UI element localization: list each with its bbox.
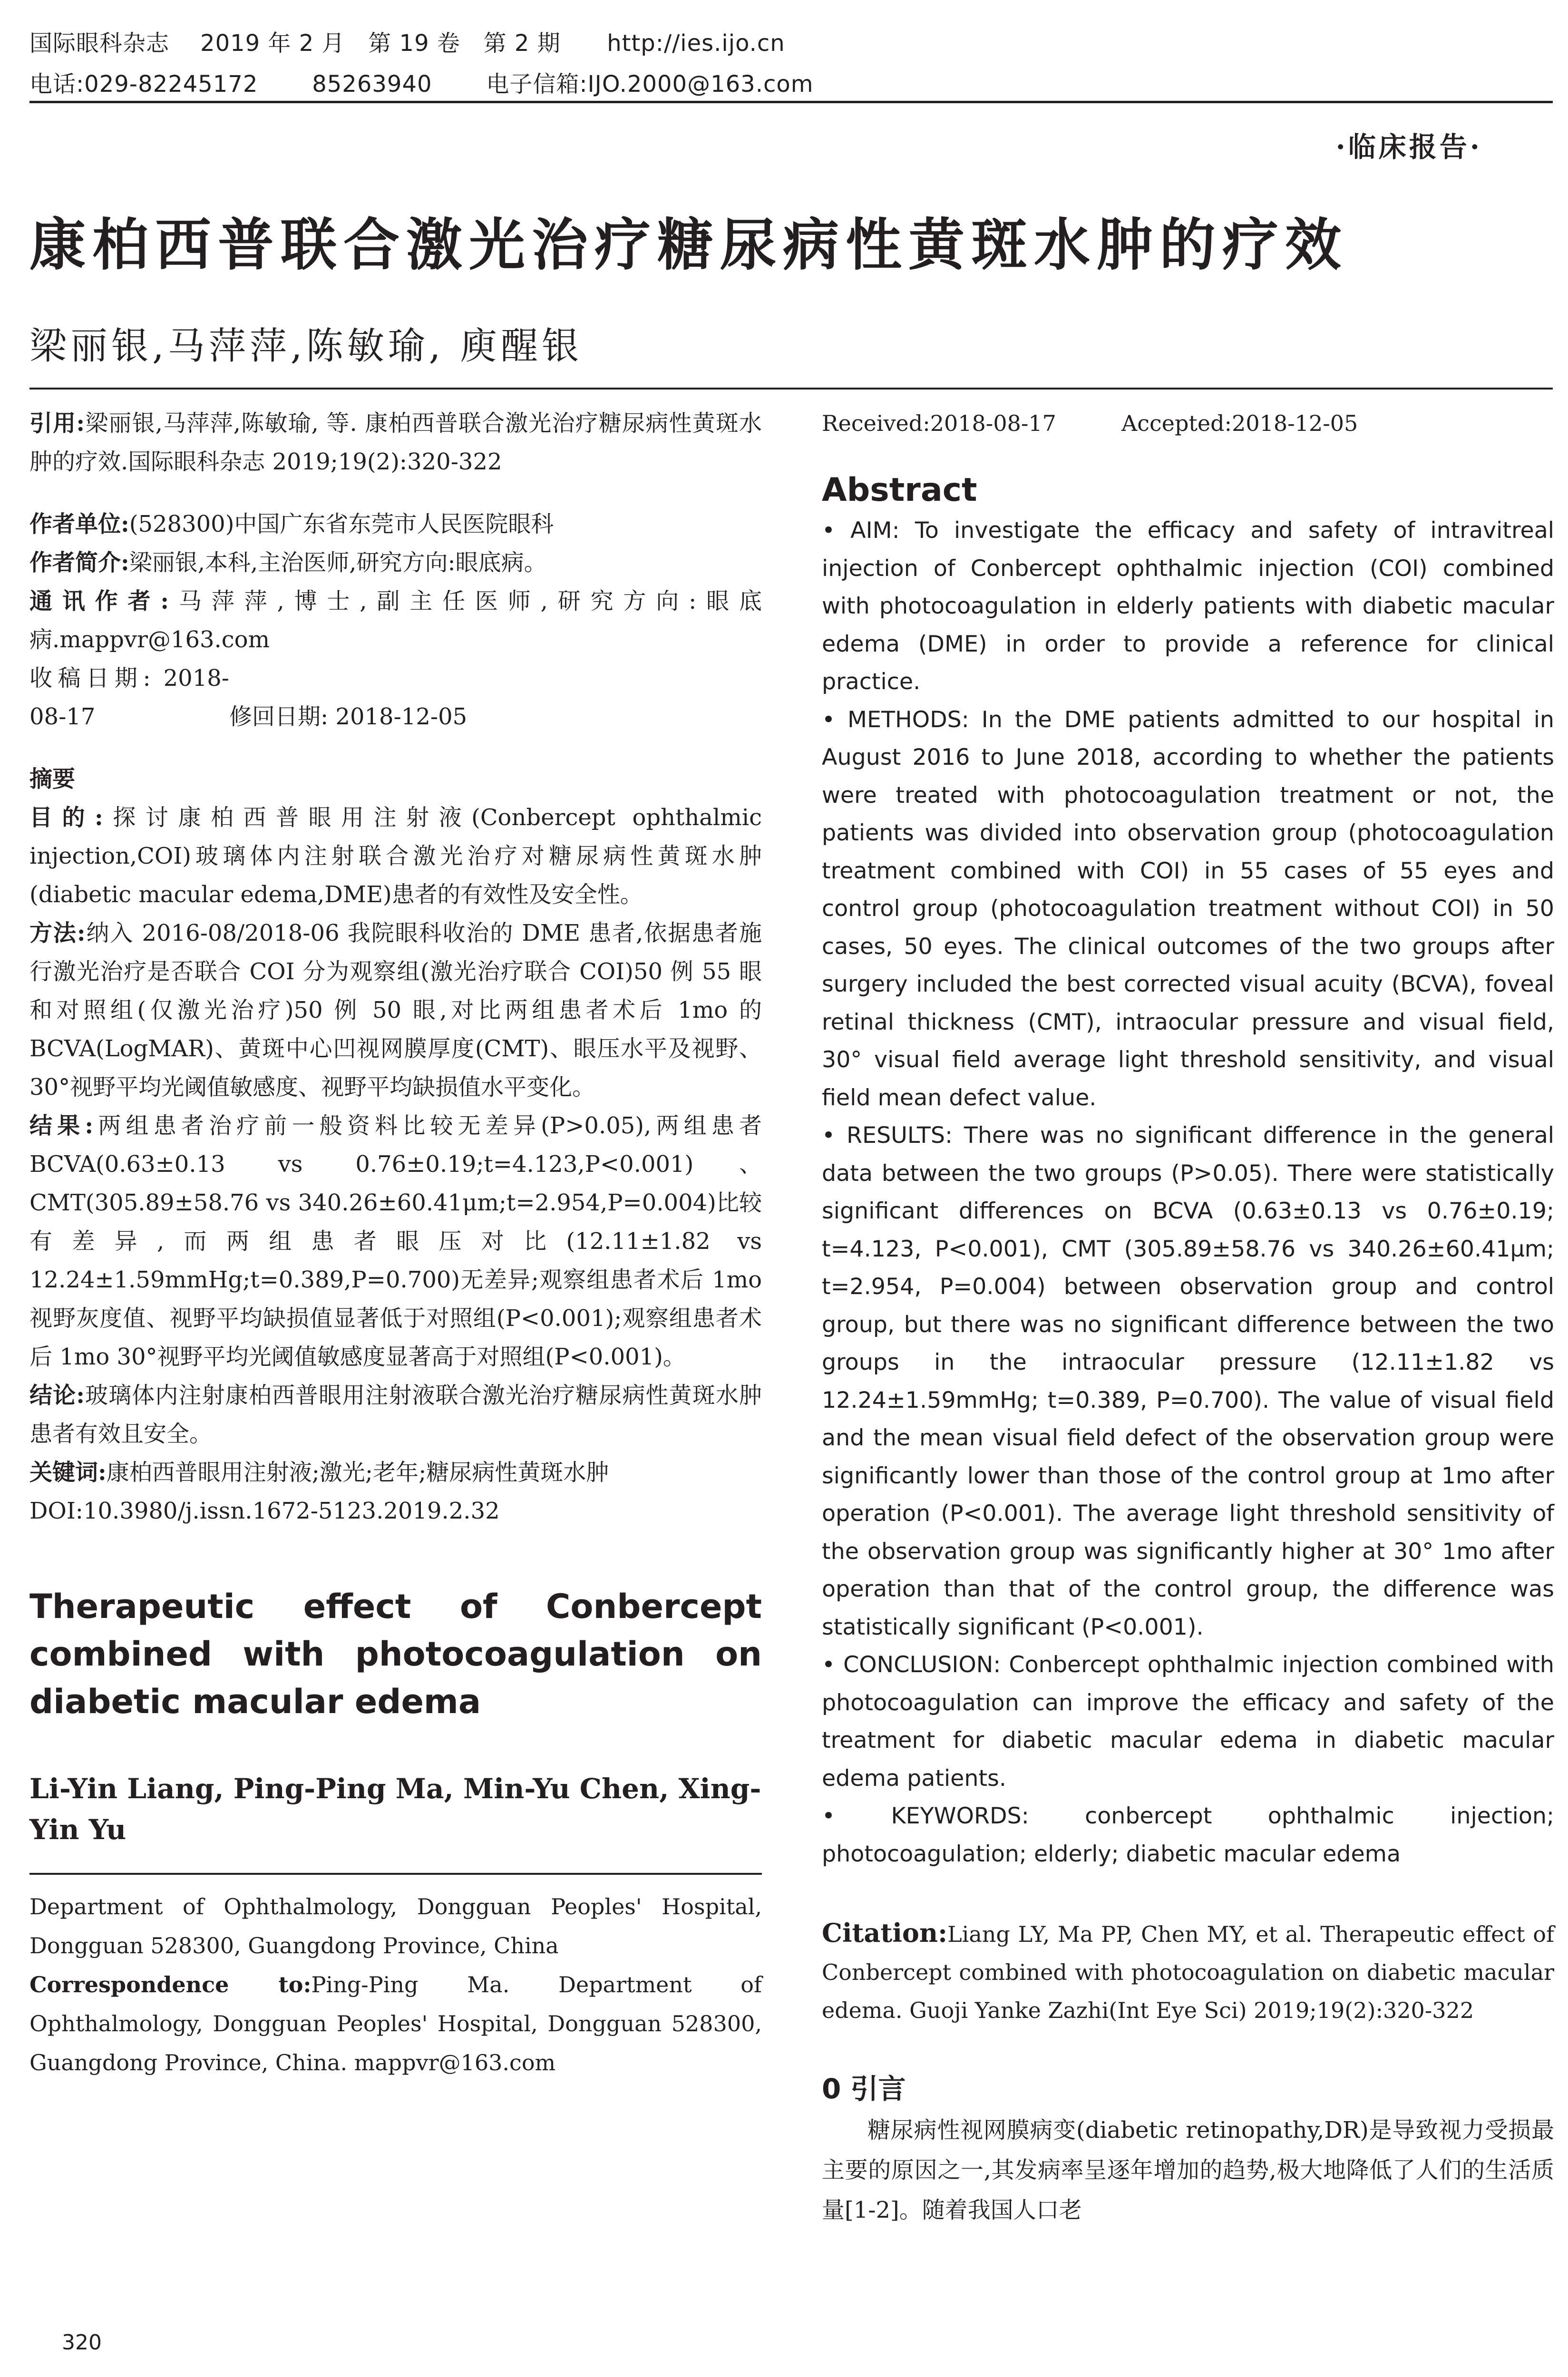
- aim-cn-label: 目的:: [29, 804, 103, 831]
- author-info: [29, 505, 762, 736]
- abstract-cn: [29, 760, 762, 1530]
- affiliation-rule: [29, 1873, 762, 1875]
- methods-cn: [29, 914, 762, 1107]
- affiliation-en: Department of Ophthalmology, Dongguan Peoples' Hospital, Dongguan 528300, Guangdong Province, China: [29, 1894, 762, 1958]
- left-column: [29, 404, 762, 2082]
- conclusion-cn-label: 结论:: [29, 1382, 85, 1409]
- authors-en: Li-Yin Liang, Ping-Ping Ma, Min-Yu Chen, Xing-Yin Yu: [29, 1773, 761, 1846]
- abstract-cn-heading: 摘要: [29, 766, 76, 792]
- bio-label: 作者简介:: [29, 549, 129, 576]
- aim-cn: [29, 799, 762, 914]
- bio-text: 梁丽银,本科,主治医师,研究方向:眼底病。: [129, 549, 547, 576]
- results-en: • RESULTS: There was no significant difference in the general data between the two groups (P>0.05). There were statistically significant differences on BCVA (0.63±0.13 vs 0.76±0.19; t=4.123, P<0.001), CMT (305.89±58.76 vs 340.26±60.41μm; t=2.954, P=0.004) between observation group and control group, but there was no significant difference between the two groups in the intraocular pressure (12.11±1.82 vs 12.24±1.59mmHg; t=0.389, P=0.700). The value of visual field and the mean visual field defect of the observation group were significantly lower than those of the control group at 1mo after operation (P<0.001). The average light threshold sensitivity of the observation group was significantly higher at 30° 1mo after operation than that of the control group, the difference was statistically significant (P<0.001).: [822, 1122, 1554, 1640]
- corr-text: 马萍萍,博士,副主任医师,研究方向:眼底病.mappvr@163.com: [29, 588, 762, 653]
- received-date-cn: 收稿日期: 2018-08-17: [29, 665, 229, 730]
- author-bio: [29, 544, 762, 582]
- article-title-en: Therapeutic effect of Conbercept combined with photocoagulation on diabetic macular edema: [29, 1587, 762, 1721]
- dates-en: [822, 404, 1554, 442]
- header-rule: [29, 101, 1553, 103]
- aim-en: • AIM: To investigate the efficacy and safety of intravitreal injection of Conbercept ophthalmic injection (COI) combined with photocoagulation in elderly patients with diabetic macular edema (DME) in order to provide a reference for clinical practice.: [822, 517, 1554, 695]
- affiliation-label: 作者单位:: [29, 511, 129, 537]
- abstract-en-heading: Abstract: [822, 471, 977, 509]
- aim-cn-text: 探讨康柏西普眼用注射液(Conbercept ophthalmic injection,COI)玻璃体内注射联合激光治疗对糖尿病性黄斑水肿(diabetic macular edema,DME)患者的有效性及安全性。: [29, 804, 762, 908]
- keywords-en: • KEYWORDS: conbercept ophthalmic injection; photocoagulation; elderly; diabetic macular edema: [822, 1803, 1554, 1867]
- keywords-cn-label: 关键词:: [29, 1459, 107, 1486]
- section-label: ·临床报告·: [1335, 131, 1482, 163]
- article-title-cn: 康柏西普联合激光治疗糖尿病性黄斑水肿的疗效: [29, 212, 1348, 278]
- conclusion-en: • CONCLUSION: Conbercept ophthalmic injection combined with photocoagulation can improve the efficacy and safety of the treatment for diabetic macular edema in diabetic macular edema patients.: [822, 1652, 1554, 1792]
- corr-label: 通讯作者:: [29, 588, 169, 614]
- methods-en: • METHODS: In the DME patients admitted to our hospital in August 2016 to June 2018, according to whether the patients were treated with photocoagulation treatment or not, the patients was divided into observation group (photocoagulation treatment combined with COI) in 55 cases of 55 eyes and control group (photocoagulation treatment without COI) in 50 cases, 50 eyes. The clinical outcomes of the two groups after surgery included the best corrected visual acuity (BCVA), foveal retinal thickness (CMT), intraocular pressure and visual field, 30° visual field average light threshold sensitivity, and visual field mean defect value.: [822, 706, 1554, 1111]
- conclusion-cn: [29, 1376, 762, 1453]
- intro-heading: 0 引言: [822, 2073, 906, 2105]
- conclusion-cn-text: 玻璃体内注射康柏西普眼用注射液联合激光治疗糖尿病性黄斑水肿患者有效且安全。: [29, 1382, 762, 1447]
- correspondence-en-label: Correspondence to:: [29, 1972, 312, 1997]
- citation-en-label: Citation:: [822, 1918, 948, 1948]
- dates-cn: [29, 659, 762, 736]
- results-cn: [29, 1107, 762, 1376]
- revised-date-cn: 修回日期: 2018-12-05: [229, 703, 467, 730]
- corresponding-author: [29, 582, 762, 659]
- author-affiliation: [29, 505, 762, 544]
- citation-cn-label: 引用:: [29, 410, 85, 437]
- citation-en-text: Liang LY, Ma PP, Chen MY, et al. Therapeutic effect of Conbercept combined with photocoagulation on diabetic macular edema. Guoji Yanke Zazhi(Int Eye Sci) 2019;19(2):320-322: [822, 1921, 1554, 2023]
- results-cn-label: 结果:: [29, 1112, 94, 1139]
- intro-paragraph: 糖尿病性视网膜病变(diabetic retinopathy,DR)是导致视力受损最主要的原因之一,其发病率呈逐年增加的趋势,极大地降低了人们的生活质量[1-2]。随着我国人口老: [822, 2117, 1554, 2223]
- journal-header-line-1: 国际眼科杂志 2019 年 2 月 第 19 卷 第 2 期 http://ies.ijo.cn: [29, 30, 785, 57]
- correspondence-en: [29, 1965, 762, 2082]
- citation-cn-text: 梁丽银,马萍萍,陈敏瑜, 等. 康柏西普联合激光治疗糖尿病性黄斑水肿的疗效.国际眼科杂志 2019;19(2):320-322: [29, 410, 762, 475]
- keywords-cn: [29, 1453, 762, 1492]
- methods-cn-label: 方法:: [29, 920, 86, 946]
- right-column: [822, 404, 1554, 2230]
- authors-rule: [29, 388, 1553, 390]
- page-number: 320: [62, 2330, 102, 2355]
- doi: DOI:10.3980/j.issn.1672-5123.2019.2.32: [29, 1498, 500, 1524]
- correspondence-en-text: Ping-Ping Ma. Department of Ophthalmology, Dongguan Peoples' Hospital, Dongguan 528300, Guangdong Province, China. mappvr@163.com: [29, 1972, 762, 2075]
- accepted-date-en: Accepted:2018-12-05: [1121, 410, 1358, 436]
- journal-header-line-2: 电话:029-82245172 85263940 电子信箱:IJO.2000@163.com: [29, 71, 814, 97]
- affiliation-text: (528300)中国广东省东莞市人民医院眼科: [129, 511, 554, 537]
- authors-cn: 梁丽银,马萍萍,陈敏瑜, 庾醒银: [29, 325, 583, 368]
- methods-cn-text: 纳入 2016-08/2018-06 我院眼科收治的 DME 患者,依据患者施行激光治疗是否联合 COI 分为观察组(激光治疗联合 COI)50 例 55 眼和对照组(仅激光治疗)50 例 50 眼,对比两组患者术后 1mo 的 BCVA(LogMAR)、黄斑中心凹视网膜厚度(CMT)、眼压水平及视野、30°视野平均光阈值敏感度、视野平均缺损值水平变化。: [29, 920, 762, 1101]
- citation-cn: [29, 404, 762, 481]
- citation-en: [822, 1914, 1554, 2029]
- keywords-cn-text: 康柏西普眼用注射液;激光;老年;糖尿病性黄斑水肿: [106, 1459, 609, 1486]
- results-cn-text: 两组患者治疗前一般资料比较无差异(P>0.05),两组患者 BCVA(0.63±0.13 vs 0.76±0.19;t=4.123,P<0.001)、CMT(305.89±58.76 vs 340.26±60.41μm;t=2.954,P=0.004)比较有差异,而两组患者眼压对比(12.11±1.82 vs 12.24±1.59mmHg;t=0.389,P=0.700)无差异;观察组患者术后 1mo 视野灰度值、视野平均缺损值显著低于对照组(P<0.001);观察组患者术后 1mo 30°视野平均光阈值敏感度显著高于对照组(P<0.001)。: [29, 1112, 762, 1370]
- received-date-en: Received:2018-08-17: [822, 410, 1056, 436]
